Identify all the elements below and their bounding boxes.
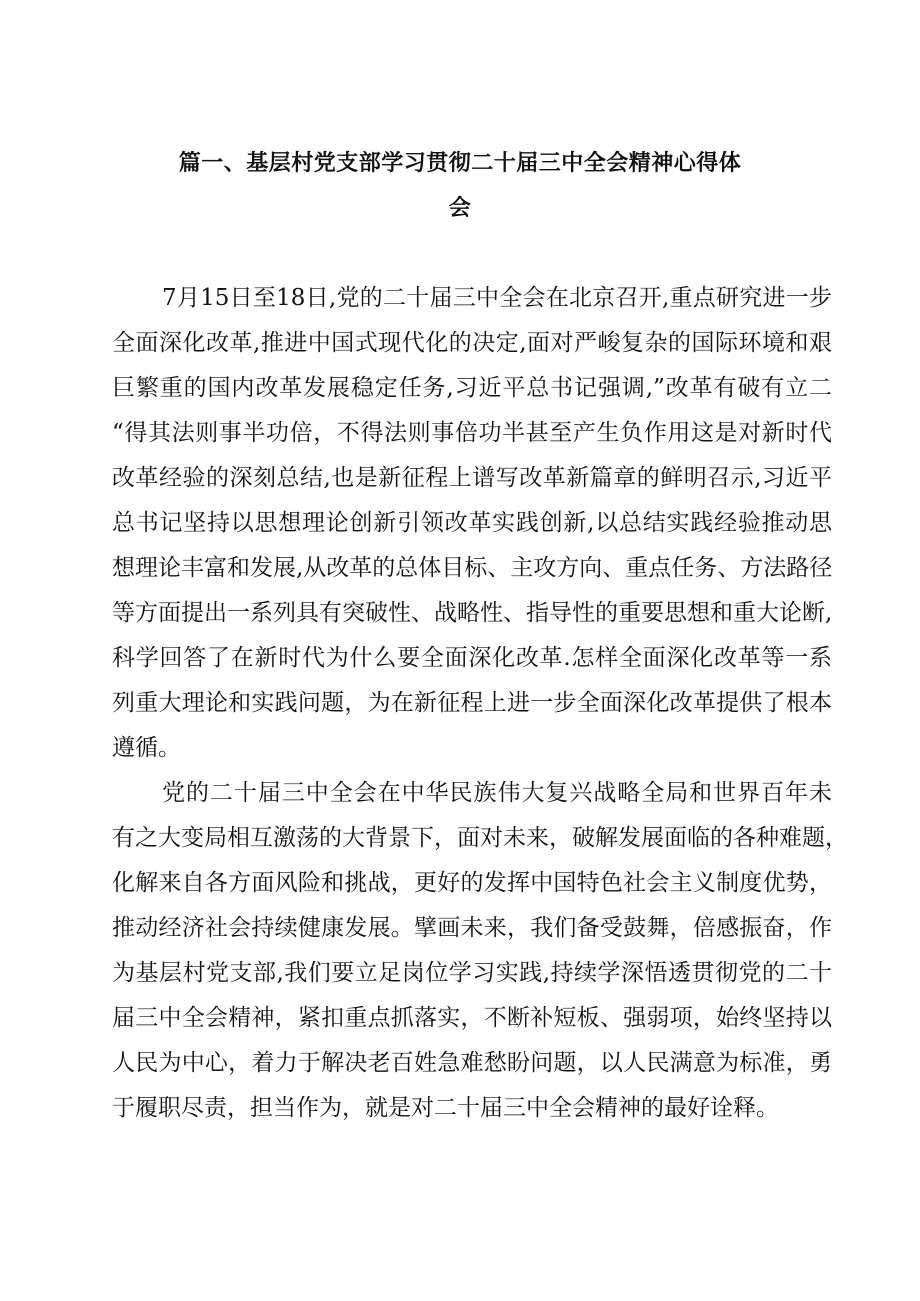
document-title-line-2: 会 bbox=[448, 195, 472, 221]
paragraph-line: 总书记坚持以思想理论创新引领改革实践创新,以总结实践经验推动思 bbox=[112, 510, 832, 536]
paragraph-line: 推动经济社会持续健康发展。擘画未来，我们备受鼓舞，倍感振奋，作 bbox=[112, 915, 832, 941]
paragraph-line: 等方面提出一系列具有突破性、战略性、指导性的重要思想和重大论断, bbox=[112, 600, 833, 626]
paragraph-line: “得其法则事半功倍，不得法则事倍功半甚至产生负作用这是对新时代 bbox=[112, 420, 832, 446]
paragraph-line: 为基层村党支部,我们要立足岗位学习实践,持续学深悟透贯彻党的二十 bbox=[112, 960, 832, 986]
paragraph-line: 遵循。 bbox=[112, 735, 181, 761]
paragraph-line: 全面深化改革,推进中国式现代化的决定,面对严峻复杂的国际环境和艰 bbox=[112, 330, 832, 356]
document-title-line-1: 篇一、基层村党支部学习贯彻二十届三中全会精神心得体 bbox=[178, 150, 742, 176]
paragraph-line: 7月15日至18日,党的二十届三中全会在北京召开,重点研究进一步 bbox=[162, 285, 832, 311]
paragraph-line: 人民为中心，着力于解决老百姓急难愁盼问题，以人民满意为标准，勇 bbox=[112, 1050, 832, 1076]
paragraph-line: 于履职尽责，担当作为，就是对二十届三中全会精神的最好诠释。 bbox=[112, 1095, 779, 1121]
paragraph-line: 想理论丰富和发展,从改革的总体目标、主攻方向、重点任务、方法路径 bbox=[112, 555, 833, 581]
paragraph-line: 改革经验的深刻总结,也是新征程上谱写改革新篇章的鲜明召示,习近平 bbox=[112, 465, 832, 491]
paragraph-line: 科学回答了在新时代为什么要全面深化改革.怎样全面深化改革等一系 bbox=[112, 645, 832, 671]
paragraph-line: 届三中全会精神，紧扣重点抓落实，不断补短板、强弱项，始终坚持以 bbox=[112, 1005, 832, 1031]
paragraph-line: 有之大变局相互激荡的大背景下，面对未来，破解发展面临的各种难题， bbox=[112, 825, 848, 851]
paragraph-line: 列重大理论和实践问题，为在新征程上进一步全面深化改革提供了根本 bbox=[112, 690, 832, 716]
paragraph-line: 党的二十届三中全会在中华民族伟大复兴战略全局和世界百年未 bbox=[162, 780, 832, 806]
paragraph-line: 化解来自各方面风险和挑战，更好的发挥中国特色社会主义制度优势， bbox=[112, 870, 832, 896]
paragraph-line: 巨繁重的国内改革发展稳定任务,习近平总书记强调,”改革有破有立二 bbox=[112, 375, 832, 401]
